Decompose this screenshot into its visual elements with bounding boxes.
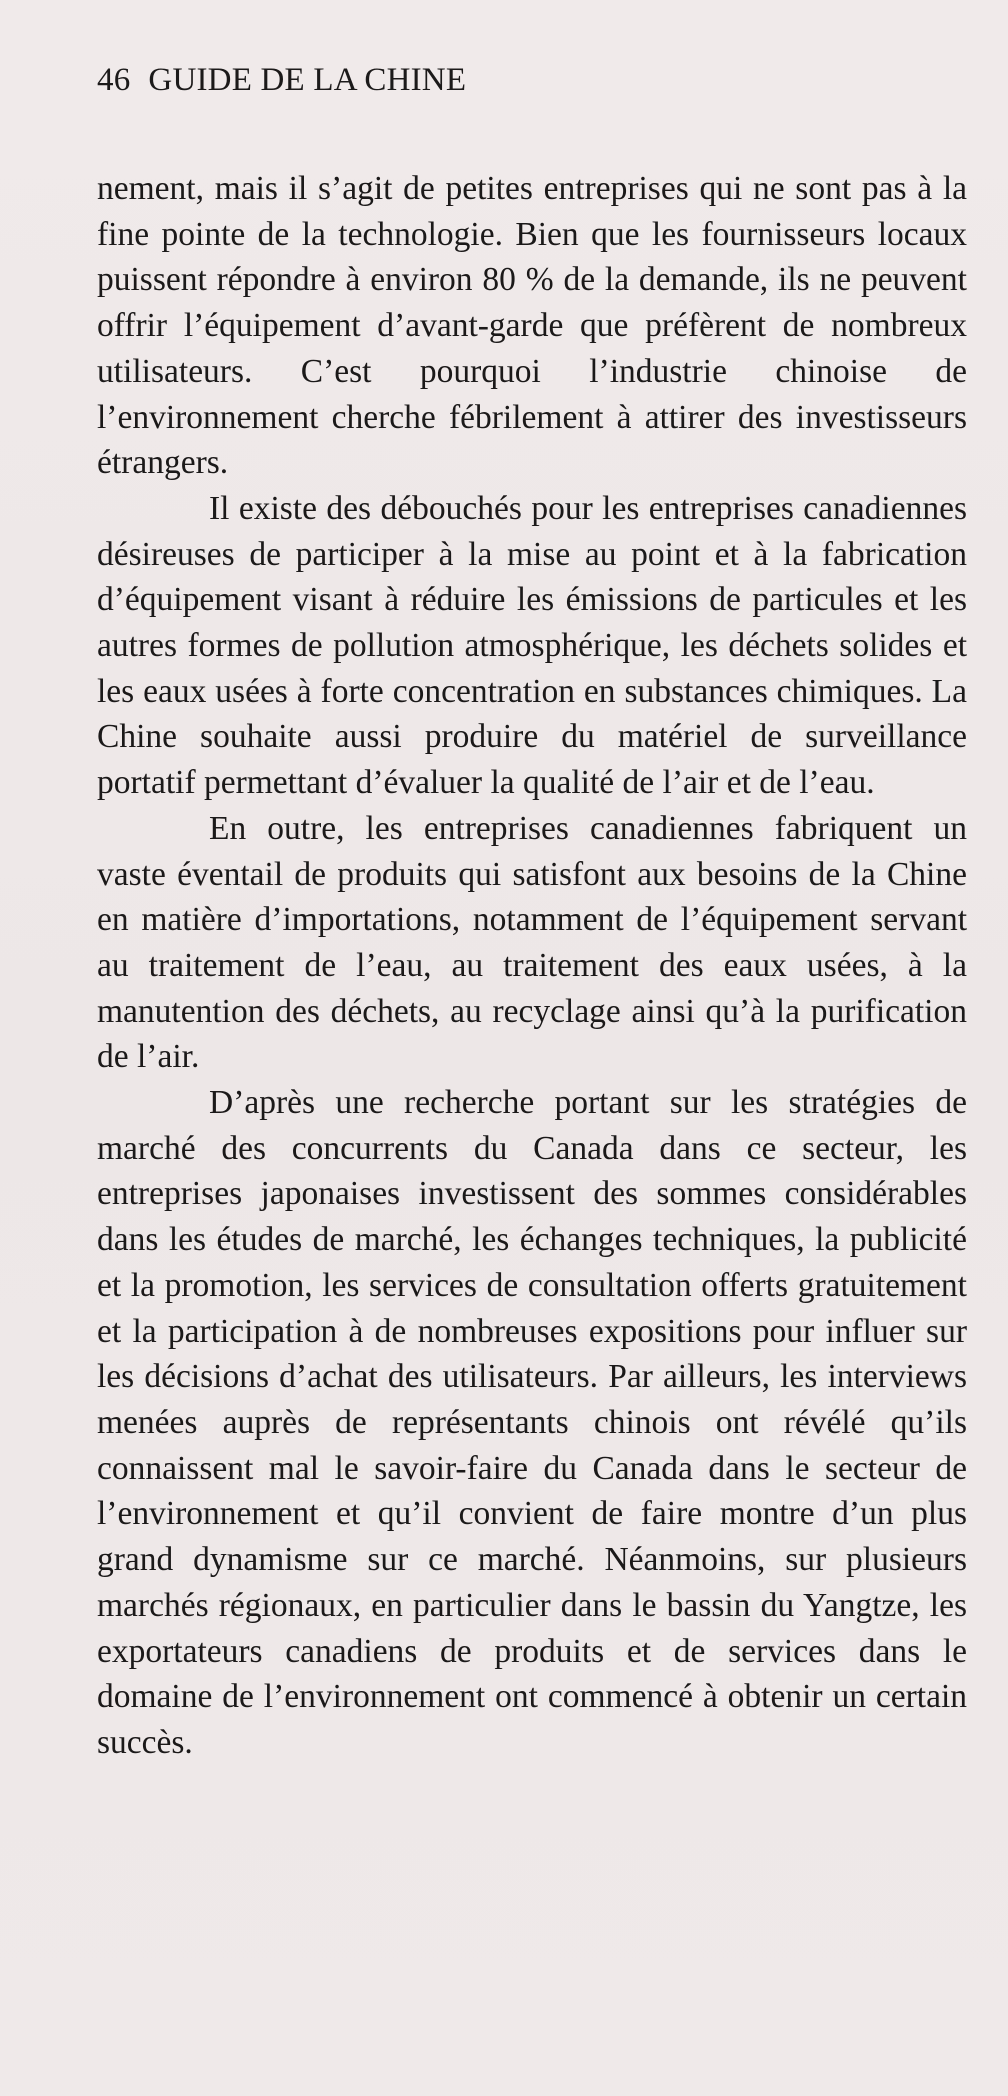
page-number: 46 — [97, 62, 131, 98]
paragraph-canadian-products: En outre, les entreprises canadiennes fabriquent un vaste éventail de produits qui satisfont aux besoins de la Chine en matière d’importations, notamment de l’équipement servant au traitement de l’eau, au traitement des eaux usées, à la manutention des déchets, au recyclage ainsi qu’à la purification de l’air. — [97, 809, 967, 1076]
body-text — [97, 166, 967, 1766]
paragraph-opportunities: Il existe des débouchés pour les entreprises canadiennes désireuses de participer à la mise au point et à la fabrication d’équipement visant à réduire les émissions de particules et les autres formes de pollution atmosphérique, les déchets solides et les eaux usées à forte concentration en substances chimiques. La Chine souhaite aussi produire du matériel de surveillance portatif permettant d’évaluer la qualité de l’air et de l’eau. — [97, 489, 967, 802]
paragraph-continuation: nement, mais il s’agit de petites entreprises qui ne sont pas à la fine pointe de la technologie. Bien que les fournisseurs locaux puissent répondre à environ 80 % de la demande, ils ne peuvent offrir l’équipement d’avant-garde que préfèrent de nombreux utilisateurs. C’est pourquoi l’industrie chinoise de l’environnement cherche fébrilement à attirer des investisseurs étrangers. — [97, 170, 967, 482]
running-title: GUIDE DE LA CHINE — [148, 62, 467, 98]
paragraph-competitor-research: D’après une recherche portant sur les stratégies de marché des concurrents du Canada dans ce secteur, les entreprises japonaises investissent des sommes considérables dans les études de marché, les échanges techniques, la publicité et la promotion, les services de consultation offerts gratuitement et la participation à de nombreuses expositions pour influer sur les décisions d’achat des utilisateurs. Par ailleurs, les interviews menées auprès de représentants chinois ont révélé qu’ils connaissent mal le savoir-faire du Canada dans le secteur de l’environnement et qu’il convient de faire montre d’un plus grand dynamisme sur ce marché. Néanmoins, sur plusieurs marchés régionaux, en particulier dans le bassin du Yangtze, les exportateurs canadiens de produits et de services dans le domaine de l’environnement ont commencé à obtenir un certain succès. — [97, 1084, 967, 1761]
running-header — [97, 62, 466, 99]
